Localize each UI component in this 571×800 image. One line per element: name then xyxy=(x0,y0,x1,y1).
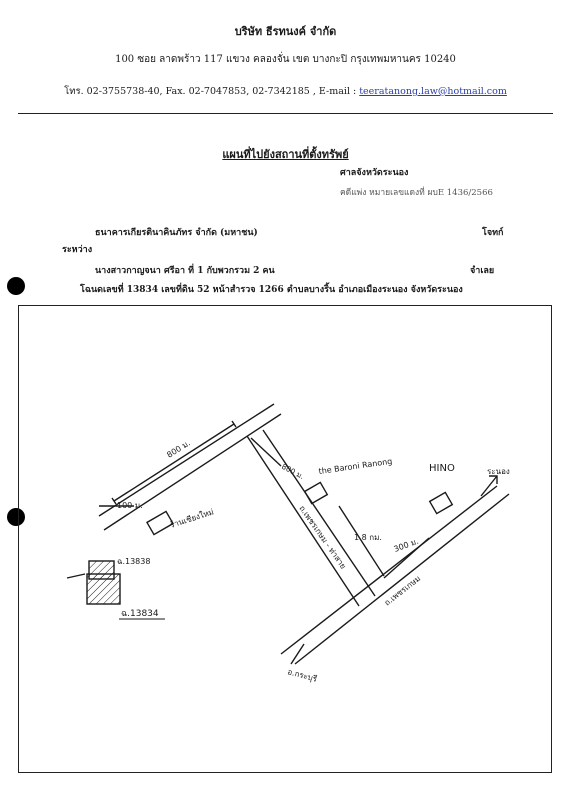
deed-description: โฉนดเลขที่ 13834 เลขที่ดิน 52 หน้าสำรวจ 1266 ตำบลบางริ้น อำเภอเมืองระนอง จังหวัดระนอง xyxy=(80,285,463,295)
contact-info: โทร. 02-3755738-40, Fax. 02-7047853, 02-7342185 , E-mail : xyxy=(64,86,360,97)
map-frame xyxy=(18,305,552,773)
defendant-name: นางสาวกาญจนา ศรีอา ที่ 1 กับพวกรวม 2 คน xyxy=(95,266,275,276)
label-road-main: ถ.เพชรเกษม xyxy=(382,573,423,608)
label-dist-18km: 1.8 กม. xyxy=(354,533,382,542)
label-dist-800: 800 ม. xyxy=(165,438,192,460)
punch-hole-top xyxy=(7,277,25,295)
main-road-edge-2 xyxy=(295,494,509,664)
label-baroni: the Baroni Ranong xyxy=(318,456,393,476)
company-name: บริษัท ธีรทนงค์ จำกัด xyxy=(234,25,337,38)
company-contact xyxy=(0,84,571,99)
center-road-edge-2 xyxy=(263,430,375,596)
baroni-building xyxy=(305,482,328,503)
soi-road-edge-2 xyxy=(104,414,281,530)
label-parcel-13838: ฉ.13838 xyxy=(117,557,151,566)
main-road-edge-1 xyxy=(281,486,497,654)
center-road-edge-1 xyxy=(247,436,359,606)
label-road-center: ถ.เพชรเกษม - ท่าสาย xyxy=(297,503,348,571)
email-link[interactable]: teeratanong.law@hotmail.com xyxy=(359,86,507,97)
court-name: ศาลจังหวัดระนอง xyxy=(340,168,409,178)
plaintiff-name: ธนาคารเกียรตินาคินภัทร จำกัด (มหาชน) xyxy=(95,228,258,238)
label-dist-800-right: 800 ม. xyxy=(280,461,306,482)
between-label: ระหว่าง xyxy=(62,245,93,255)
hand-drawn-map xyxy=(19,306,553,774)
hino-building xyxy=(430,492,453,513)
label-to-ranong: ระนอง xyxy=(487,467,510,476)
label-dist-100: 100 ม. xyxy=(117,501,143,510)
company-address: 100 ซอย ลาดพร้าว 117 แขวง คลองจั่น เขต บางกะปิ กรุงเทพมหานคร 10240 xyxy=(115,54,456,65)
header-divider xyxy=(18,113,553,114)
label-shop: ร้านเชียงใหม่ xyxy=(168,507,215,530)
document-title: แผนที่ไปยังสถานที่ตั้งทรัพย์ xyxy=(222,148,349,161)
dim-800-right-line xyxy=(251,438,281,466)
arrow-to-kraburi xyxy=(291,644,304,664)
parcel-13834-plot xyxy=(87,574,120,604)
label-to-kraburi: อ.กระบุรี xyxy=(286,667,318,684)
case-number: คดีแพ่ง หมายเลขแดงที่ ผบE 1436/2566 xyxy=(340,188,493,198)
label-parcel-13834: ฉ.13834 xyxy=(121,609,159,619)
defendant-role: จำเลย xyxy=(470,266,495,276)
label-hino: HINO xyxy=(429,463,455,474)
label-dist-300: 300 ม. xyxy=(392,536,420,554)
dim-800-line xyxy=(114,424,234,501)
soi-road-edge-1 xyxy=(99,404,274,516)
plaintiff-role: โจทก์ xyxy=(482,228,504,238)
